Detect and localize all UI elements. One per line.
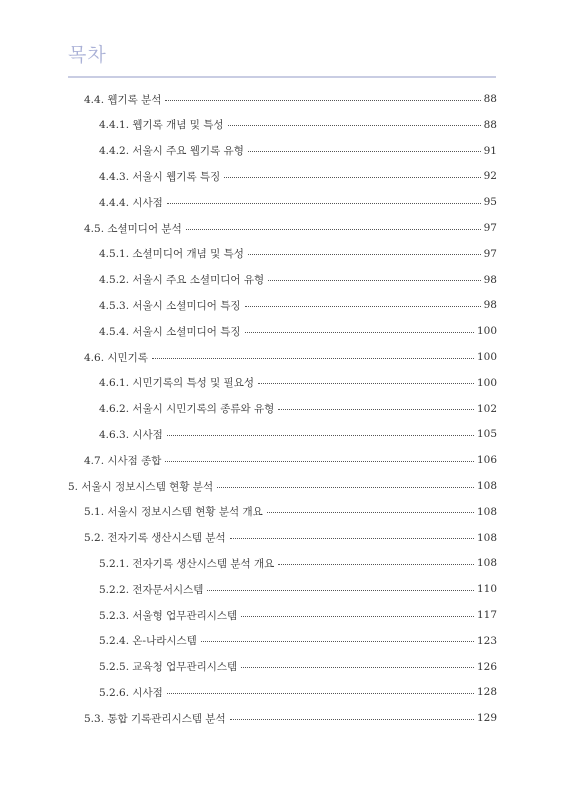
toc-leader-dots (268, 280, 481, 281)
toc-entry-page: 91 (483, 144, 497, 157)
toc-leader-dots (167, 203, 481, 204)
toc-entry[interactable] (99, 628, 497, 654)
toc-entry[interactable] (84, 525, 497, 551)
toc-entry[interactable] (99, 163, 497, 189)
toc-leader-dots (165, 100, 480, 101)
toc-leader-dots (267, 512, 474, 513)
toc-entry-label: 4.7. 시사점 종합 (84, 454, 162, 467)
toc-entry-page: 95 (483, 196, 497, 209)
toc-entry-page: 88 (483, 93, 497, 105)
toc-entry[interactable] (99, 292, 497, 318)
toc-entry[interactable] (99, 421, 497, 447)
toc-entry[interactable] (99, 318, 497, 344)
toc-leader-dots (278, 409, 474, 410)
toc-entry-page: 100 (476, 351, 497, 363)
toc-entry[interactable] (84, 86, 497, 112)
toc-entry-label: 4.6.3. 시사점 (99, 428, 163, 441)
toc-entry-label: 4.6.1. 시민기록의 특성 및 필요성 (99, 377, 254, 390)
toc-entry[interactable] (84, 499, 497, 525)
toc-entry[interactable] (99, 189, 497, 215)
toc-entry-label: 5.1. 서울시 정보시스템 현황 분석 개요 (84, 506, 263, 519)
toc-entry-label: 4.4.1. 웹기록 개념 및 특성 (99, 119, 224, 132)
toc-leader-dots (152, 358, 474, 359)
toc-entry-label: 4.4.4. 시사점 (99, 196, 163, 209)
toc-entry-label: 5.2.3. 서울형 업무관리시스템 (99, 609, 238, 622)
toc-entry[interactable] (99, 267, 497, 293)
toc-entry[interactable] (99, 112, 497, 138)
toc-entry[interactable] (99, 241, 497, 267)
toc-entry-label: 4.6.2. 서울시 시민기록의 종류와 유형 (99, 403, 275, 416)
toc-leader-dots (217, 487, 474, 488)
toc-leader-dots (230, 719, 474, 720)
toc-entry-page: 106 (476, 454, 497, 467)
toc-entry-page: 126 (476, 660, 497, 673)
toc-entry-label: 4.5.4. 서울시 소셜미디어 특징 (99, 325, 241, 338)
toc-entry[interactable] (99, 679, 497, 705)
toc-entry-page: 108 (476, 557, 497, 570)
toc-entry[interactable] (99, 550, 497, 576)
toc-entry-page: 108 (476, 531, 497, 544)
toc-leader-dots (165, 461, 474, 462)
toc-entry[interactable] (99, 654, 497, 680)
toc-leader-dots (228, 125, 481, 126)
toc-entry-page: 100 (476, 325, 497, 338)
toc-entry-label: 4.4.3. 서울시 웹기록 특징 (99, 170, 221, 183)
toc-entry-page: 108 (476, 505, 497, 518)
toc-entry-label: 5. 서울시 정보시스템 현황 분석 (68, 480, 214, 493)
toc-leader-dots (258, 383, 474, 384)
toc-entry[interactable] (84, 215, 497, 241)
toc-entry[interactable] (84, 705, 497, 731)
page-title: 목차 (68, 44, 107, 66)
toc-entry[interactable] (84, 344, 497, 370)
toc-leader-dots (207, 590, 474, 591)
toc-entry-page: 98 (483, 299, 497, 312)
toc-leader-dots (186, 229, 481, 230)
toc-entry-page: 117 (476, 609, 497, 621)
toc-entry-page: 100 (476, 376, 497, 389)
toc-entry-label: 4.4. 웹기록 분석 (84, 93, 162, 106)
toc-entry-label: 5.3. 통합 기록관리시스템 분석 (84, 712, 226, 725)
toc-entry-page: 123 (476, 634, 497, 647)
toc-entry[interactable] (68, 473, 497, 499)
toc-entry[interactable] (99, 602, 497, 628)
toc-leader-dots (241, 616, 474, 617)
toc-entry-label: 4.5.2. 서울시 주요 소셜미디어 유형 (99, 274, 265, 287)
toc-entry[interactable] (99, 138, 497, 164)
toc-leader-dots (245, 332, 474, 333)
toc-entry[interactable] (99, 396, 497, 422)
toc-entry-label: 4.5.1. 소셜미디어 개념 및 특성 (99, 248, 244, 261)
toc-entry-page: 97 (483, 222, 497, 234)
toc-entry-label: 4.5.3. 서울시 소셜미디어 특징 (99, 299, 241, 312)
toc-entry-page: 97 (483, 247, 497, 260)
toc-leader-dots (167, 435, 474, 436)
toc-entry-label: 5.2.5. 교육청 업무관리시스템 (99, 661, 238, 674)
toc-leader-dots (248, 254, 481, 255)
toc-entry-page: 108 (476, 480, 497, 492)
toc-leader-dots (241, 667, 474, 668)
toc-entry[interactable] (99, 370, 497, 396)
toc-entry-label: 4.6. 시민기록 (84, 351, 148, 364)
toc-leader-dots (201, 641, 474, 642)
toc-leader-dots (248, 151, 481, 152)
toc-entry-page: 105 (476, 428, 497, 441)
toc-entry[interactable] (84, 447, 497, 473)
toc-entry-label: 5.2.6. 시사점 (99, 686, 163, 699)
toc-leader-dots (230, 538, 474, 539)
toc-leader-dots (167, 693, 474, 694)
toc-entry-page: 128 (476, 686, 497, 699)
toc-entry-page: 129 (476, 712, 497, 725)
toc-entry-page: 98 (483, 273, 497, 286)
toc-entry-label: 5.2.4. 온-나라시스템 (99, 635, 197, 648)
toc-leader-dots (245, 306, 481, 307)
toc-entry-label: 5.2. 전자기록 생산시스템 분석 (84, 532, 226, 545)
toc-entry-label: 5.2.2. 전자문서시스템 (99, 583, 204, 596)
toc-entry-page: 110 (476, 583, 497, 596)
toc-entry-label: 4.5. 소셜미디어 분석 (84, 222, 182, 235)
toc-entry-label: 4.4.2. 서울시 주요 웹기록 유형 (99, 145, 244, 158)
toc-entry-page: 102 (476, 402, 497, 415)
title-divider (68, 76, 496, 78)
toc-entry-label: 5.2.1. 전자기록 생산시스템 분석 개요 (99, 557, 275, 570)
toc-entry-page: 88 (483, 118, 497, 131)
toc-entry[interactable] (99, 576, 497, 602)
toc-entry-page: 92 (483, 170, 497, 183)
toc-leader-dots (224, 177, 480, 178)
toc-leader-dots (278, 564, 474, 565)
